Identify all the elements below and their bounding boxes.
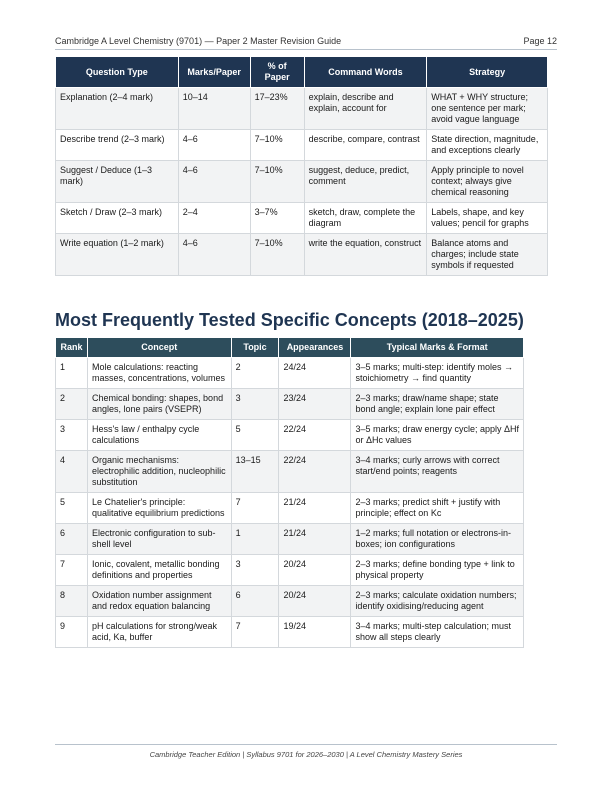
table-row bbox=[56, 88, 548, 130]
table-cell: 19/24 bbox=[279, 617, 351, 648]
table-row bbox=[56, 389, 524, 420]
table-cell: 3 bbox=[231, 555, 279, 586]
column-header: Question Type bbox=[56, 57, 179, 88]
table-cell: 7 bbox=[231, 617, 279, 648]
table-cell: 7–10% bbox=[250, 234, 304, 276]
table-cell: sketch, draw, complete the diagram bbox=[304, 203, 427, 234]
table-cell: 1 bbox=[231, 524, 279, 555]
table-cell: Oxidation number assignment and redox equation balancing bbox=[87, 586, 231, 617]
table-cell: 2 bbox=[231, 358, 279, 389]
table-cell: 8 bbox=[56, 586, 88, 617]
table-cell: 7 bbox=[56, 555, 88, 586]
table-cell: Explanation (2–4 mark) bbox=[56, 88, 179, 130]
table-cell: 5 bbox=[231, 420, 279, 451]
table-cell: 22/24 bbox=[279, 420, 351, 451]
table-cell: 1 bbox=[56, 358, 88, 389]
table-row bbox=[56, 420, 524, 451]
table-cell: Hess's law / enthalpy cycle calculations bbox=[87, 420, 231, 451]
concepts-table bbox=[55, 337, 524, 648]
page-number: Page 12 bbox=[523, 36, 557, 46]
table-cell: Balance atoms and charges; include state symbols if requested bbox=[427, 234, 548, 276]
table-row bbox=[56, 555, 524, 586]
column-header: Typical Marks & Format bbox=[351, 338, 524, 358]
table-cell: 3–4 marks; multi-step calculation; must show all steps clearly bbox=[351, 617, 524, 648]
table-cell: 3–5 marks; multi-step: identify moles → stoichiometry → find quantity bbox=[351, 358, 524, 389]
table-cell: Suggest / Deduce (1–3 mark) bbox=[56, 161, 179, 203]
page-footer: Cambridge Teacher Edition | Syllabus 9701 for 2026–2030 | A Level Chemistry Mastery Series bbox=[55, 744, 557, 759]
question-type-table bbox=[55, 56, 548, 276]
header-title: Cambridge A Level Chemistry (9701) — Paper 2 Master Revision Guide bbox=[55, 36, 342, 46]
table-cell: 2–3 marks; predict shift + justify with principle; effect on Kc bbox=[351, 493, 524, 524]
table-cell: Le Chatelier's principle: qualitative equilibrium predictions bbox=[87, 493, 231, 524]
table-cell: 24/24 bbox=[279, 358, 351, 389]
table-row bbox=[56, 358, 524, 389]
table-cell: 23/24 bbox=[279, 389, 351, 420]
table-cell: Ionic, covalent, metallic bonding definitions and properties bbox=[87, 555, 231, 586]
table-header-row bbox=[56, 338, 524, 358]
table-cell: 20/24 bbox=[279, 555, 351, 586]
table-cell: 22/24 bbox=[279, 451, 351, 493]
table-cell: 9 bbox=[56, 617, 88, 648]
table-cell: 2 bbox=[56, 389, 88, 420]
table-cell: 6 bbox=[56, 524, 88, 555]
table-row bbox=[56, 586, 524, 617]
table-cell: 2–3 marks; draw/name shape; state bond angle; explain lone pair effect bbox=[351, 389, 524, 420]
table-cell: pH calculations for strong/weak acid, Ka, buffer bbox=[87, 617, 231, 648]
table-cell: 17–23% bbox=[250, 88, 304, 130]
table-cell: 2–4 bbox=[178, 203, 250, 234]
table-cell: 3–7% bbox=[250, 203, 304, 234]
table-row bbox=[56, 524, 524, 555]
table-cell: 13–15 bbox=[231, 451, 279, 493]
table-cell: Mole calculations: reacting masses, concentrations, volumes bbox=[87, 358, 231, 389]
table-cell: suggest, deduce, predict, comment bbox=[304, 161, 427, 203]
table-cell: describe, compare, contrast bbox=[304, 130, 427, 161]
table-row bbox=[56, 451, 524, 493]
page-header bbox=[55, 36, 557, 50]
table-cell: explain, describe and explain, account for bbox=[304, 88, 427, 130]
table-row bbox=[56, 234, 548, 276]
column-header: Concept bbox=[87, 338, 231, 358]
table-cell: 21/24 bbox=[279, 493, 351, 524]
table-cell: 3 bbox=[56, 420, 88, 451]
table-row bbox=[56, 161, 548, 203]
table-row bbox=[56, 617, 524, 648]
section-heading: Most Frequently Tested Specific Concepts (2018–2025) bbox=[55, 310, 524, 330]
column-header: Appearances bbox=[279, 338, 351, 358]
column-header: Marks/Paper bbox=[178, 57, 250, 88]
column-header: Rank bbox=[56, 338, 88, 358]
table-cell: 4–6 bbox=[178, 234, 250, 276]
table-cell: Sketch / Draw (2–3 mark) bbox=[56, 203, 179, 234]
table-cell: 3–5 marks; draw energy cycle; apply ΔHf or ΔHc values bbox=[351, 420, 524, 451]
table-row bbox=[56, 130, 548, 161]
table-cell: 21/24 bbox=[279, 524, 351, 555]
table-cell: Write equation (1–2 mark) bbox=[56, 234, 179, 276]
table-cell: 3 bbox=[231, 389, 279, 420]
table-cell: Chemical bonding: shapes, bond angles, lone pairs (VSEPR) bbox=[87, 389, 231, 420]
table-cell: State direction, magnitude, and exceptions clearly bbox=[427, 130, 548, 161]
table-cell: Electronic configuration to sub-shell level bbox=[87, 524, 231, 555]
table-cell: 10–14 bbox=[178, 88, 250, 130]
column-header: Command Words bbox=[304, 57, 427, 88]
table-cell: 7–10% bbox=[250, 130, 304, 161]
table-cell: 4–6 bbox=[178, 161, 250, 203]
table-cell: 3–4 marks; curly arrows with correct start/end points; reagents bbox=[351, 451, 524, 493]
table-cell: Labels, shape, and key values; pencil for graphs bbox=[427, 203, 548, 234]
column-header: Topic bbox=[231, 338, 279, 358]
table-row bbox=[56, 203, 548, 234]
table-cell: write the equation, construct bbox=[304, 234, 427, 276]
table-cell: 20/24 bbox=[279, 586, 351, 617]
column-header: Strategy bbox=[427, 57, 548, 88]
column-header: % of Paper bbox=[250, 57, 304, 88]
table-cell: Describe trend (2–3 mark) bbox=[56, 130, 179, 161]
table-cell: 2–3 marks; define bonding type + link to physical property bbox=[351, 555, 524, 586]
table-cell: 7 bbox=[231, 493, 279, 524]
table-cell: 2–3 marks; calculate oxidation numbers; identify oxidising/reducing agent bbox=[351, 586, 524, 617]
table-cell: 6 bbox=[231, 586, 279, 617]
table-cell: Apply principle to novel context; always give chemical reasoning bbox=[427, 161, 548, 203]
table-cell: 5 bbox=[56, 493, 88, 524]
table-cell: 4–6 bbox=[178, 130, 250, 161]
table-cell: Organic mechanisms: electrophilic addition, nucleophilic substitution bbox=[87, 451, 231, 493]
table-header-row bbox=[56, 57, 548, 88]
table-cell: 4 bbox=[56, 451, 88, 493]
table-cell: 7–10% bbox=[250, 161, 304, 203]
table-row bbox=[56, 493, 524, 524]
table-cell: 1–2 marks; full notation or electrons-in-boxes; ion configurations bbox=[351, 524, 524, 555]
table-cell: WHAT + WHY structure; one sentence per mark; avoid vague language bbox=[427, 88, 548, 130]
